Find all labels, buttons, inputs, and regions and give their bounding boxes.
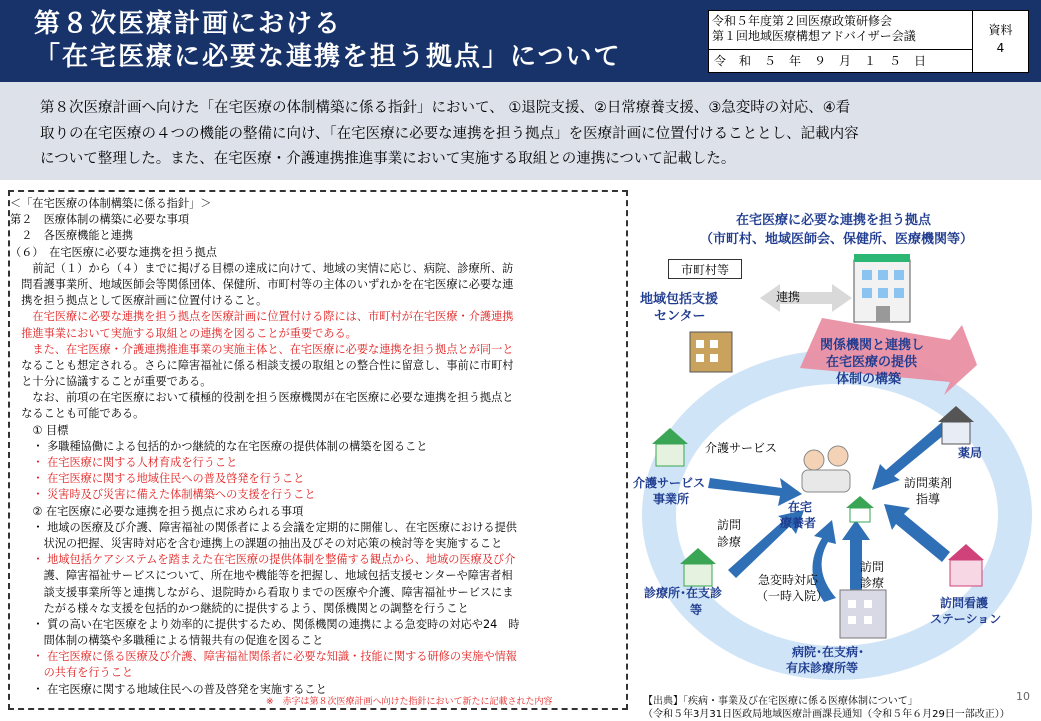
intro-line-3: について整理した。また、在宅医療・介護連携推進事業において実施する取組との連携について記載した。 (40, 151, 736, 167)
visit-med-label-1: 訪問 (717, 518, 742, 532)
emergency-label-2: （一時入院） (756, 589, 829, 603)
guideline-line: ２ 各医療機能と連携 (10, 229, 134, 243)
guideline-line: と十分に協議することが重要である。 (10, 375, 212, 389)
hospital-icon (840, 590, 886, 638)
guideline-line: たがる様々な支援を包括的かつ継続的に提供するよう、関係機関との調整を行うこと (10, 601, 469, 615)
support-center-label-1: 地域包括支援 (640, 292, 719, 307)
guideline-line: 間体制の構築や多職種による情報共有の促進を図ること (10, 634, 324, 648)
guideline-line: ・ 在宅医療に関する人材育成を行うこと (10, 456, 238, 469)
hospital-label-2: 有床診療所等 (786, 661, 859, 675)
guideline-line: ② 在宅医療に必要な連携を担う拠点に求められる事項 (10, 504, 304, 518)
page-title (34, 8, 621, 74)
title-line-2: 「在宅医療に必要な連携を担う拠点」について (34, 42, 622, 72)
guideline-line: ＜「在宅医療の体制構築に係る指針」＞ (10, 197, 212, 210)
hub-members: （市町村、地域医師会、保健所、医療機関等） (700, 232, 974, 247)
banner-line-2: 在宅医療の提供 (826, 355, 918, 370)
patient-label-2: 療養者 (780, 516, 817, 530)
title-line-1: 第８次医療計画における (34, 9, 343, 39)
care-office-label-2: 事業所 (653, 492, 690, 506)
guideline-line: 談支援事業所等と連携しながら、退院時から看取りまでの医療や介護、障害福祉サービスにま (10, 585, 514, 599)
city-box: 市町村等 (668, 259, 742, 279)
arrow-from-nursing (884, 504, 950, 562)
guideline-line: ・ 地域の医療及び介護、障害福祉の関係者による会議を定期的に開催し、在宅医療における提供 (10, 520, 517, 534)
pharm-guide-label-2: 指導 (916, 492, 941, 506)
meeting-date: 令和５年９月１５日 (709, 50, 973, 72)
meeting-info-box (708, 10, 1029, 73)
guideline-line: ① 目標 (10, 423, 69, 437)
visit-med-label-2: 診療 (717, 535, 742, 549)
red-text-footnote: ※ 赤字は第８次医療計画へ向けた指針において新たに記載された内容 (266, 697, 553, 707)
link-arrow (760, 284, 852, 312)
guideline-line: ・ 質の高い在宅医療をより効率的に提供するため、関係機関の連携による急変時の対応や24 時 (10, 617, 520, 631)
guideline-line: なることも可能である。 (10, 407, 145, 421)
guideline-line: 携を担う拠点として医療計画に位置付けること。 (10, 294, 268, 308)
meeting-name (709, 11, 973, 50)
support-center-label-2: センター (654, 309, 706, 324)
support-center-icon (690, 332, 732, 372)
meeting-line-2: 第１回地域医療構想アドバイザー会議 (712, 29, 916, 43)
guideline-line: 状況の把握、災害時対応を含む連携上の課題の抽出及びその対応策の検討等を実施すること (10, 536, 503, 550)
meeting-line-1: 令和５年度第２回医療政策研修会 (712, 14, 893, 28)
guideline-line: ・ 地域包括ケアシステムを踏まえた在宅医療の提供体制を整備する観点から、地域の医療及び介 (10, 553, 516, 567)
hospital-label-1: 病院･在支病･ (792, 645, 865, 659)
guideline-line: ・ 在宅医療に係る医療及び介護、障害福祉関係者に必要な知識・技能に関する研修の実施や情報 (10, 650, 517, 664)
guideline-line: 前記（１）から（４）までに掲げる目標の達成に向けて、地域の実情に応じ、病院、診療所、訪 (10, 261, 514, 275)
guideline-line: 護、障害福祉サービスについて、所在地や機能等を把握し、地域包括支援センターや障害者相 (10, 569, 513, 583)
guideline-line: 第２ 医療体制の構築に必要な事項 (10, 213, 190, 227)
guideline-line: ・ 災害時及び災害に備えた体制構築への支援を行うこと (10, 488, 316, 502)
guideline-line: なお、前項の在宅医療において積極的役割を担う医療機関が在宅医療に必要な連携を担う拠点と (10, 391, 514, 405)
page-number: 10 (1016, 690, 1030, 703)
clinic-label-2: 等 (690, 603, 703, 617)
guideline-line: ・ 多職種協働による包括的かつ継続的な在宅医療の提供体制の構築を図ること (10, 439, 428, 453)
guideline-line: 推進事業において実施する取組との連携を図ることが重要である。 (10, 326, 357, 340)
doc-number: 4 (996, 41, 1005, 55)
pharm-guide-label-1: 訪問薬剤 (904, 476, 953, 490)
guideline-line: （６） 在宅医療に必要な連携を担う拠点 (10, 245, 217, 259)
clinic-icon (680, 548, 716, 586)
clinic-label-1: 診療所･在支診 (644, 586, 723, 600)
guideline-line: ・ 在宅医療に関する地域住民への普及啓発を行うこと (10, 472, 305, 486)
visit-nurse-label-2: 診療 (860, 576, 885, 590)
banner-line-1: 関係機関と連携し (820, 338, 925, 353)
guideline-line: なることも想定される。さらに障害福祉に係る相談支援の取組との整合性に留意し、事前に市町村 (10, 358, 514, 372)
doc-label: 資料 (988, 23, 1013, 37)
guideline-text (10, 196, 622, 698)
care-service-label: 介護サービス (705, 441, 778, 455)
guideline-line: ・ 在宅医療に関する地域住民への普及啓発を実施すること (10, 682, 327, 696)
guideline-line: 在宅医療に必要な連携を担う拠点を医療計画に位置付ける際には、市町村が在宅医療・介護連携 (10, 310, 514, 324)
patient-icon (802, 446, 874, 522)
pharmacy-label: 薬局 (958, 446, 983, 460)
banner-line-3: 体制の構築 (836, 372, 902, 387)
nursing-label-2: ステーション (930, 612, 1002, 626)
care-office-label-1: 介護サービス (633, 476, 706, 490)
header-banner (0, 0, 1041, 82)
document-number (973, 11, 1028, 72)
source-line-2: （令和５年3月31日医政局地域医療計画課長通知（令和５年６月29日一部改正）） (643, 709, 1010, 720)
hub-building-icon (854, 254, 910, 322)
hub-title: 在宅医療に必要な連携を担う拠点 (736, 213, 932, 228)
source-line-1: 【出典】「疾病・事業及び在宅医療に係る医療体制について」 (643, 696, 918, 707)
nursing-station-icon (948, 544, 984, 586)
nursing-label-1: 訪問看護 (940, 596, 989, 610)
intro-line-2: 取りの在宅医療の４つの機能の整備に向け、「在宅医療に必要な連携を担う拠点」を医療計画に位置付けることとし、記載内容 (40, 125, 859, 142)
intro-text (40, 96, 1015, 173)
guideline-line: の共有を行うこと (10, 666, 134, 680)
emergency-label-1: 急変時対応 (758, 573, 819, 587)
patient-label-1: 在宅 (788, 500, 813, 514)
link-label: 連携 (776, 290, 801, 304)
intro-line-1: 第８次医療計画へ向けた「在宅医療の体制構築に係る指針」において、 ①退院支援、②日常療養支援、③急変時の対応、④看 (40, 100, 851, 116)
guideline-line: また、在宅医療・介護連携推進事業の実施主体と、在宅医療に必要な連携を担う拠点とが同一と (10, 342, 514, 356)
visit-nurse-label-1: 訪問 (860, 560, 885, 574)
guideline-line: 問看護事業所、地域医師会等関係団体、保健所、市町村等の主体のいずれかを在宅医療に必要な連 (10, 277, 514, 291)
